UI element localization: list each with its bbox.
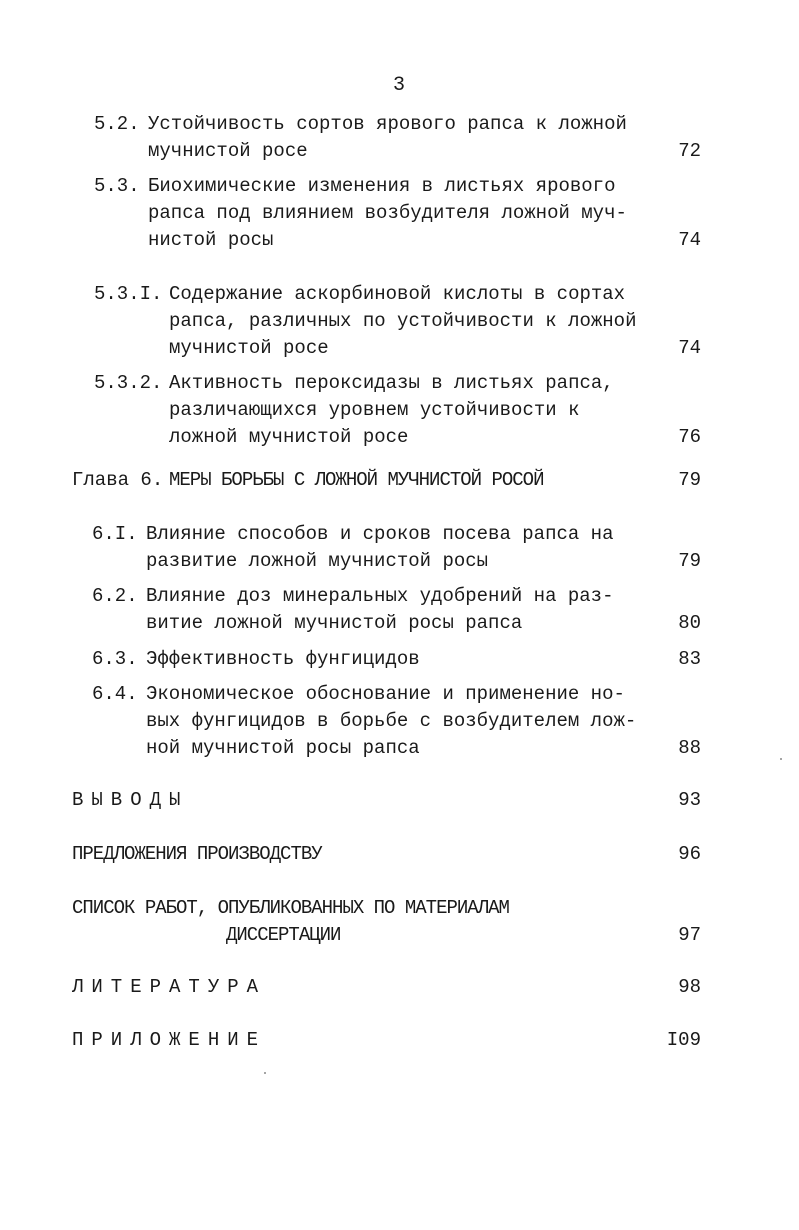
toc-entry-line: Влияние доз минеральных удобрений на раз- <box>146 585 614 607</box>
toc-entry-number: 6.4. <box>92 683 138 705</box>
toc-entry-page: 98 <box>678 976 701 998</box>
toc-entry-page: 83 <box>678 648 701 670</box>
toc-entry-page: 72 <box>678 140 701 162</box>
toc-entry-page: 97 <box>678 924 701 946</box>
toc-entry-number: 5.3.I. <box>94 283 163 305</box>
toc-entry-number: 5.3. <box>94 175 140 197</box>
section-title-continued: ДИССЕРТАЦИИ <box>226 924 341 946</box>
scan-speck <box>780 758 782 760</box>
toc-entry-line: рапса под влиянием возбудителя ложной муч- <box>148 202 627 224</box>
toc-entry-line: ной мучнистой росы рапса <box>146 737 420 759</box>
section-title: ЛИТЕРАТУРА <box>72 976 267 998</box>
toc-entry-number: 5.2. <box>94 113 140 135</box>
page-number: 3 <box>392 74 406 97</box>
toc-entry-page: 79 <box>678 469 701 491</box>
section-title: СПИСОК РАБОТ, ОПУБЛИКОВАННЫХ ПО МАТЕРИАЛАМ <box>72 897 509 919</box>
section-title: ПРИЛОЖЕНИЕ <box>72 1029 267 1051</box>
toc-entry-page: 93 <box>678 789 701 811</box>
toc-entry-page: I09 <box>666 1029 701 1051</box>
toc-entry-line: Устойчивость сортов ярового рапса к ложной <box>148 113 627 135</box>
toc-entry-line: вых фунгицидов в борьбе с возбудителем лож- <box>146 710 637 732</box>
toc-entry-line: различающихся уровнем устойчивости к <box>169 399 580 421</box>
toc-entry-page: 76 <box>678 426 701 448</box>
section-title: ВЫВОДЫ <box>72 789 189 811</box>
toc-entry-line: Экономическое обоснование и применение но- <box>146 683 625 705</box>
toc-entry-line: ложной мучнистой росе <box>169 426 409 448</box>
toc-entry-page: 79 <box>678 550 701 572</box>
toc-entry-page: 74 <box>678 229 701 251</box>
toc-entry-line: Эффективность фунгицидов <box>146 648 420 670</box>
toc-entry-number: 6.3. <box>92 648 138 670</box>
toc-entry-line: мучнистой росе <box>148 140 308 162</box>
toc-entry-line: рапса, различных по устойчивости к ложной <box>169 310 637 332</box>
chapter-title: МЕРЫ БОРЬБЫ С ЛОЖНОЙ МУЧНИСТОЙ РОСОЙ <box>169 469 544 491</box>
toc-entry-line: Биохимические изменения в листьях ярового <box>148 175 616 197</box>
toc-entry-page: 80 <box>678 612 701 634</box>
toc-entry-line: мучнистой росе <box>169 337 329 359</box>
toc-entry-line: Содержание аскорбиновой кислоты в сортах <box>169 283 626 305</box>
section-title: ПРЕДЛОЖЕНИЯ ПРОИЗВОДСТВУ <box>72 843 322 865</box>
toc-entry-line: развитие ложной мучнистой росы <box>146 550 489 572</box>
toc-entry-line: Влияние способов и сроков посева рапса на <box>146 523 614 545</box>
toc-entry-page: 74 <box>678 337 701 359</box>
toc-entry-line: нистой росы <box>148 229 274 251</box>
toc-entry-line: Активность пероксидазы в листьях рапса, <box>169 372 614 394</box>
toc-entry-line: витие ложной мучнистой росы рапса <box>146 612 523 634</box>
toc-entry-page: 96 <box>678 843 701 865</box>
toc-entry-page: 88 <box>678 737 701 759</box>
toc-entry-number: 6.2. <box>92 585 138 607</box>
scan-speck <box>264 1072 266 1074</box>
toc-entry-number: Глава 6. <box>72 469 164 491</box>
toc-entry-number: 6.I. <box>92 523 138 545</box>
toc-entry-number: 5.3.2. <box>94 372 163 394</box>
